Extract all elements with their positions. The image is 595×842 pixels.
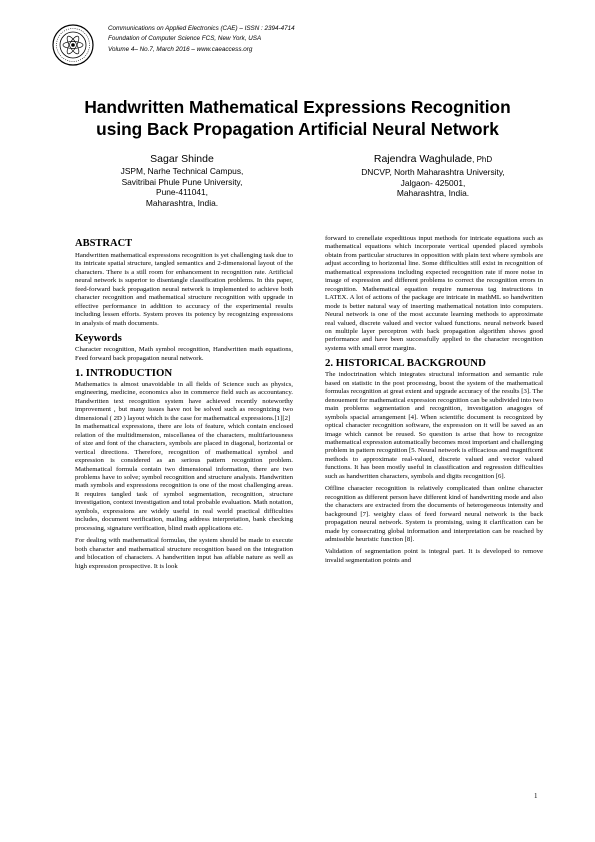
journal-header — [108, 24, 295, 55]
journal-logo-icon — [52, 24, 94, 66]
author-affiliation: Savitribai Phule Pune University, — [121, 176, 243, 187]
journal-line: Volume 4– No.7, March 2016 – www.caeaccess.org — [108, 45, 253, 53]
keywords-text: Character recognition, Math symbol recognition, Handwritten math equations, Feed forward back propagation neural network. — [75, 346, 293, 362]
author-name: Rajendra Waghulade — [373, 153, 473, 165]
title-line: using Back Propagation Artificial Neural Network — [96, 119, 499, 139]
author-name: Sagar Shinde — [150, 153, 214, 165]
author-affiliation: DNCVP, North Maharashtra University, — [361, 167, 505, 177]
author-affiliation: Pune-411041, — [156, 187, 208, 198]
page-number: 1 — [534, 792, 538, 800]
body-paragraph: Offline character recognition is relatively complicated than online character recognition as different person have different kind of handwriting mode and also the characters are extracted from the documents of heterogeneous intensity and background [7]. weighty class of feed forward neural network is the back propagation neural network. System is promising, using it clarification can be made by consecrating global information and interpretation can be reached by admissible heuristic function [8]. — [325, 485, 543, 543]
abstract-heading: ABSTRACT — [75, 238, 133, 249]
author-degree: , PhD — [472, 155, 493, 164]
body-paragraph: Validation of segmentation point is integral part. It is developed to remove invalid segmentation points and — [325, 548, 543, 564]
abstract-text: Handwritten mathematical expressions recognition is yet challenging task due to its intricate spatial structure, tangled semantics and 2-dimensional layout of the characters. There is a still room for enhancement in recognition rate. Artificial neural network is superior to disentangle classification problems. In this paper, feed-forward back propagation neural network is implemented to achieve both character recognition and mathematical structure recognition with upgrade in effective performance in addition to accuracy of the experimental results including lessen efforts. System proves its potency by recognizing expressions in analysis of math documents. — [75, 252, 293, 327]
introduction-heading: 1. INTRODUCTION — [75, 366, 173, 379]
author-affiliation: Maharashtra, India. — [396, 188, 470, 199]
journal-line: Foundation of Computer Science FCS, New York, USA — [108, 35, 262, 43]
body-paragraph: For dealing with mathematical formulas, the system should be made to execute both character and mathematical structure recognition based on the integration and bilocation of characters. A handwritten input has affable nature as well as high expression prospective. It is look — [75, 537, 293, 570]
author-affiliation: Jalgaon- 425001, — [400, 177, 466, 188]
right-column — [325, 235, 543, 569]
author-block-1 — [92, 152, 272, 208]
author-name-line — [318, 152, 548, 167]
author-affiliation: Maharashtra, India. — [145, 197, 219, 208]
paper-title — [40, 96, 555, 140]
keywords-heading: Keywords — [75, 332, 122, 345]
body-paragraph: forward to crenellate expeditious input methods for intricate equations such as mathematical equations which incorporate vertical upended placed symbols obtain from particular structures in opposition with plain text where symbols are adjust according to horizontal line. Some difficulties still exist in recognition of mathematical expressions including expected recognition rate if more noise in image of expression and different problems to correct the recognition errors in recognition. Mathematical equation require numerous tag instructions in LATEX. A lot of actions of the package are intricate in mathML so handwritten mode is better natural way of inserting mathematical notation into computers. Neural network is one of the most accurate learning methods to approximate real valued, discrete valued and vector valued functions. neural network based on multiple layer perceptron with back propagation algorithm shows good performance and have been successfully applied to the character recognition systems with small error margins. — [325, 235, 543, 352]
author-block-2 — [318, 152, 548, 199]
body-paragraph: The indoctrination which integrates structural information and semantic rule based on statistic in the post processing, boost the system of the mathematical formulas recognition at great extent and upgrade accuracy of the results [3]. The denouement for mathematical expression recognition can be subdivided into two main problems segmentation and recognition, investigation anagoges of symbols spacial arrangement [4]. When scientific document is recognized by optical character recognition software, the expression on it will be saved as an image which cannot be reused. So question is arise that how to recognize mathematical expression automatically becomes most important and challenging problem in pattern recognition [5. Neural network is efficacious and magnificent methods to approximate real-valued, discrete valued and vector valued functions. It has been mostly useful in classification and regression difficulties such as handwritten characters, symbols and digits recognition [6]. — [325, 371, 544, 480]
left-column — [75, 235, 293, 575]
body-paragraph: In mathematical expressions, there are lots of feature, which contain enclosed relation of the multidimension, miscellanea of the characters, multifariousness of size and font of the characters, symbols are placed in diagonal, horizontal or vertical directions. Therefore, recognition of mathematical symbol and expression is considered as an serious pattern recognition problem. Mathematical formula contain two dimensional information, there are two problems have to solve; symbol recognition and structure analysis. Handwritten math symbols and expressions recognition is one of the most challenging areas. It requires tangled task of symbol segmentation, recognition, structure investigation, context investigation and total probable evaluation. Math notation, symbols, expressions are widely useful in real world practical difficulties includes, document verification, mailing address interpretation, bank checking processing, signature verification, blind math applications etc. — [75, 423, 294, 532]
historical-background-heading: 2. HISTORICAL BACKGROUND — [325, 357, 486, 370]
author-affiliation: JSPM, Narhe Technical Campus, — [120, 166, 244, 176]
title-line: Handwritten Mathematical Expressions Recognition — [84, 97, 511, 117]
journal-line: Communications on Applied Electronics (CAE) – ISSN : 2394-4714 — [108, 25, 295, 32]
body-paragraph: Mathematics is almost unavoidable in all fields of Science such as physics, engineering, medicine, economics also in commerce field such as accountancy. Handwritten text recognition system have achieved recently noteworthy improvement , but many issues have not be solved such as recognizing two dimensional ( 2D ) layout which is the case for mathematical expressions.[1][2] — [75, 380, 293, 422]
